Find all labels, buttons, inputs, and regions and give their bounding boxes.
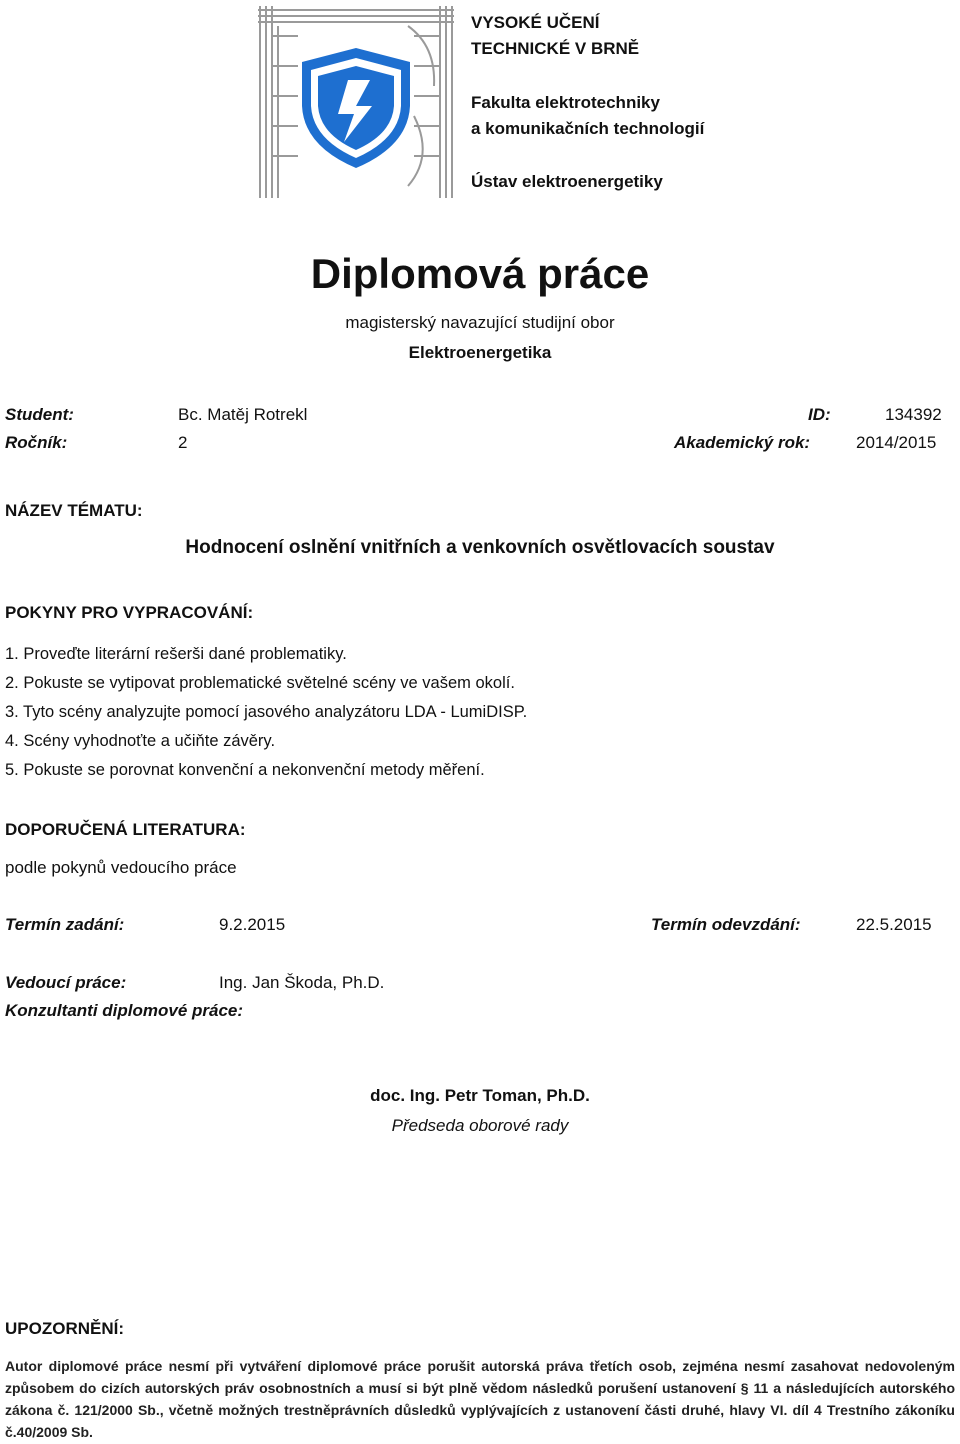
- institution-line-1: VYSOKÉ UČENÍ: [471, 13, 600, 32]
- consultants-label: Konzultanti diplomové práce:: [5, 1001, 244, 1020]
- list-item: 4. Scény vyhodnoťte a učiňte závěry.: [5, 732, 276, 750]
- literature-heading: DOPORUČENÁ LITERATURA:: [5, 820, 246, 839]
- id-label: ID:: [808, 405, 831, 424]
- department-name: Ústav elektroenergetiky: [471, 172, 663, 191]
- instructions-heading: POKYNY PRO VYPRACOVÁNÍ:: [5, 603, 254, 622]
- topic-heading: NÁZEV TÉMATU:: [5, 501, 143, 520]
- document-title: Diplomová práce: [310, 250, 650, 297]
- student-name: Bc. Matěj Rotrekl: [178, 405, 308, 424]
- board-chair-role: Předseda oborové rady: [391, 1116, 569, 1135]
- faculty-line-1: Fakulta elektrotechniky: [471, 93, 660, 112]
- assigned-date: 9.2.2015: [219, 915, 286, 934]
- list-item: 5. Pokuste se porovnat konvenční a nekonvenční metody měření.: [5, 761, 485, 779]
- warning-heading: UPOZORNĚNÍ:: [5, 1319, 124, 1338]
- list-item: 1. Proveďte literární rešerši dané problematiky.: [5, 645, 347, 663]
- university-logo-icon: [258, 6, 454, 198]
- list-item: 2. Pokuste se vytipovat problematické světelné scény ve vašem okolí.: [5, 674, 515, 692]
- faculty-name: [471, 90, 704, 142]
- study-type: magisterský navazující studijní obor: [345, 313, 615, 332]
- topic-title: Hodnocení oslnění vnitřních a venkovních osvětlovacích soustav: [185, 537, 775, 558]
- due-date: 22.5.2015: [856, 915, 932, 934]
- student-label: Student:: [5, 405, 74, 424]
- academic-year-value: 2014/2015: [856, 433, 937, 452]
- literature-text: podle pokynů vedoucího práce: [5, 858, 237, 877]
- academic-year-label: Akademický rok:: [674, 433, 811, 452]
- year-label: Ročník:: [5, 433, 68, 452]
- instructions-list: [5, 640, 527, 785]
- supervisor-label: Vedoucí práce:: [5, 973, 127, 992]
- due-date-label: Termín odevzdání:: [651, 915, 801, 934]
- supervisor-name: Ing. Jan Škoda, Ph.D.: [219, 973, 385, 992]
- student-id: 134392: [885, 405, 942, 424]
- institution-name: [471, 10, 639, 62]
- warning-text: Autor diplomové práce nesmí při vytváření diplomové práce porušit autorská práva třetích osob, zejména nesmí zasahovat nedovoleným způsobem do cizích autorských práv osobnostních a musí si být plně vědom následků porušení ustanovení § 11 a následujících autorského zákona č. 121/2000 Sb., včetně možných trestněprávních důsledků vyplývajících z ustanovení části druhé, hlavy VI. díl 4 Trestního zákoníku č.40/2009 Sb.: [5, 1358, 955, 1440]
- board-chair-name: doc. Ing. Petr Toman, Ph.D.: [370, 1086, 590, 1105]
- institution-line-2: TECHNICKÉ V BRNĚ: [471, 39, 640, 58]
- year-value: 2: [178, 433, 188, 452]
- faculty-line-2: a komunikačních technologií: [471, 119, 705, 138]
- assigned-date-label: Termín zadání:: [5, 915, 125, 934]
- list-item: 3. Tyto scény analyzujte pomocí jasového analyzátoru LDA - LumiDISP.: [5, 703, 528, 721]
- study-field: Elektroenergetika: [408, 343, 552, 362]
